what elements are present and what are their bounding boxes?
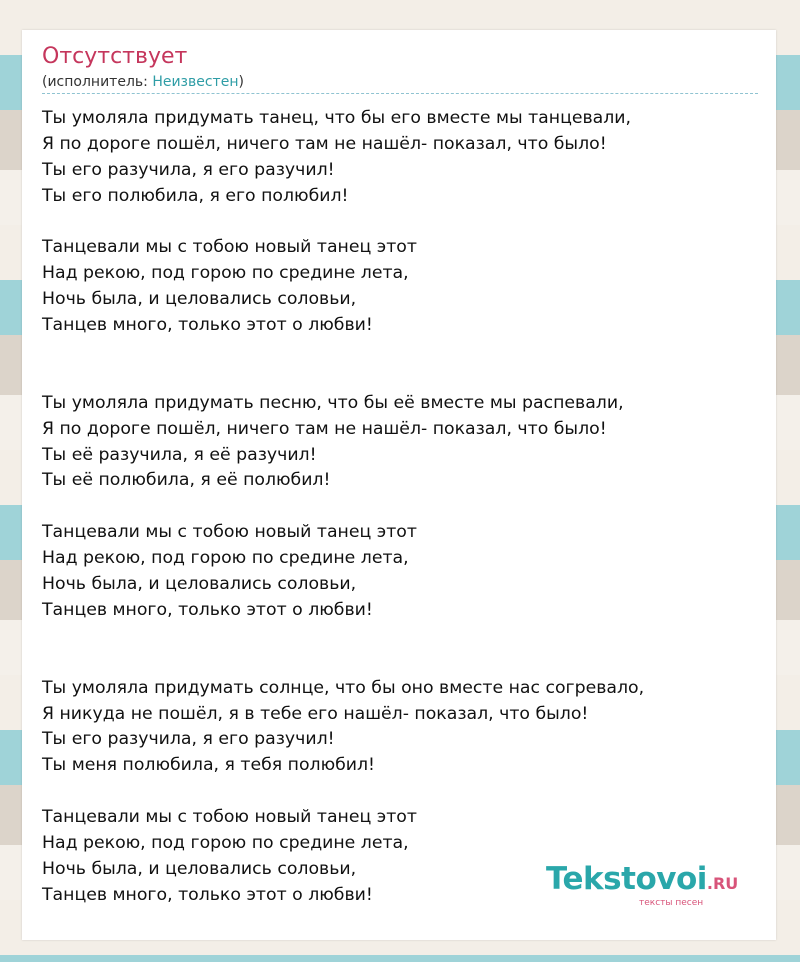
artist-prefix: (исполнитель: bbox=[42, 74, 153, 90]
lyric-line: Ты умоляла придумать танец, что бы его вместе мы танцевали, bbox=[42, 108, 632, 128]
stanza-gap bbox=[42, 339, 762, 391]
lyric-line: Ты умоляла придумать песню, что бы её вместе мы распевали, bbox=[42, 392, 624, 413]
header-divider bbox=[42, 93, 758, 94]
lyric-line: Ты его разучила, я его разучил! bbox=[42, 159, 335, 180]
lyric-line: Ты его разучила, я его разучил! bbox=[42, 729, 335, 750]
artist-line bbox=[42, 73, 244, 91]
song-title: Отсутствует bbox=[42, 44, 188, 69]
artist-link[interactable]: Неизвестен bbox=[152, 74, 239, 90]
lyric-line: Ты её полюбила, я её полюбил! bbox=[42, 470, 331, 491]
lyrics-body bbox=[42, 106, 762, 909]
stanza-gap bbox=[42, 624, 762, 676]
artist-suffix: ) bbox=[238, 74, 244, 90]
lyric-line: Танцевали мы с тобою новый танец этот bbox=[42, 807, 417, 828]
lyric-line: Ночь была, и целовались соловьи, bbox=[42, 574, 357, 595]
lyric-line: Я никуда не пошёл, я в тебе его нашёл- показал, что было! bbox=[42, 703, 589, 724]
logo-main-text: Tekstovoi bbox=[546, 861, 707, 897]
lyric-line: Ты его полюбила, я его полюбил! bbox=[42, 185, 349, 206]
lyric-line: Танцевали мы с тобою новый танец этот bbox=[42, 237, 417, 258]
logo-tagline: тексты песен bbox=[639, 898, 704, 908]
lyric-line: Над рекою, под горою по средине лета, bbox=[42, 263, 409, 284]
lyrics-card bbox=[22, 30, 776, 940]
stanza-gap bbox=[42, 779, 762, 805]
lyric-line: Я по дороге пошёл, ничего там не нашёл- показал, что было! bbox=[42, 133, 607, 154]
lyric-line: Ты умоляла придумать солнце, что бы оно вместе нас согревало, bbox=[42, 677, 645, 698]
lyric-line: Я по дороге пошёл, ничего там не нашёл- показал, что было! bbox=[42, 418, 607, 439]
stanza-gap bbox=[42, 210, 762, 236]
lyric-line: Танцев много, только этот о любви! bbox=[42, 599, 373, 620]
lyric-line: Танцев много, только этот о любви! bbox=[42, 315, 373, 336]
lyric-line: Ты меня полюбила, я тебя полюбил! bbox=[42, 755, 375, 776]
lyric-line: Ночь была, и целовались соловьи, bbox=[42, 289, 357, 310]
lyric-line: Над рекою, под горою по средине лета, bbox=[42, 832, 409, 853]
lyric-line: Ночь была, и целовались соловьи, bbox=[42, 858, 357, 879]
site-logo[interactable] bbox=[546, 862, 738, 901]
logo-tld: .RU bbox=[706, 874, 739, 893]
lyric-line: Танцевали мы с тобою новый танец этот bbox=[42, 522, 417, 543]
lyric-line: Ты её разучила, я её разучил! bbox=[42, 444, 317, 465]
lyric-line: Танцев много, только этот о любви! bbox=[42, 884, 373, 905]
stanza-gap bbox=[42, 494, 762, 520]
lyric-line: Над рекою, под горою по средине лета, bbox=[42, 548, 409, 569]
